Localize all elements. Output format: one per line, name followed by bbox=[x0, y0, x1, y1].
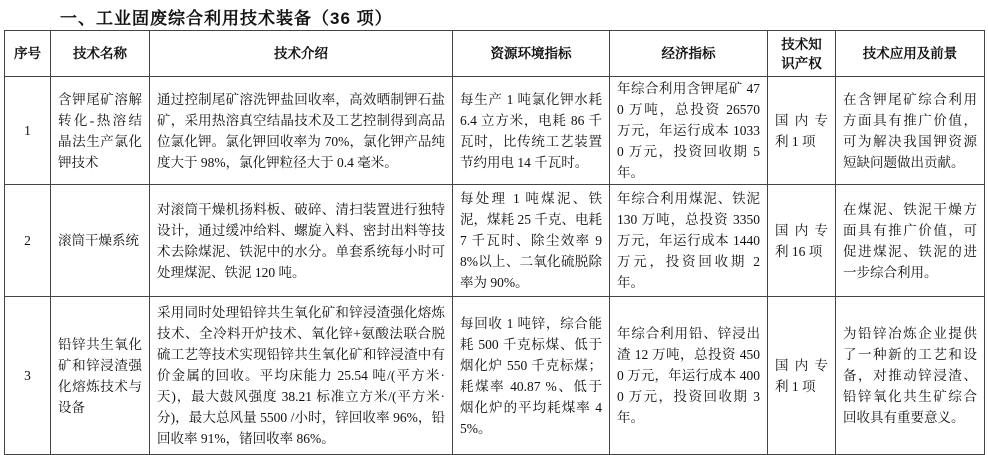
cell-ip: 国内专利 1 项 bbox=[768, 77, 836, 185]
cell-no: 1 bbox=[5, 77, 51, 185]
cell-econ: 年综合利用含钾尾矿 470 万吨，总投资 26570 万元，年运行成本 10330 万元，投资回收期 5 年。 bbox=[610, 77, 768, 185]
technology-table bbox=[4, 30, 985, 455]
cell-ip: 国内专利 1 项 bbox=[768, 297, 836, 455]
cell-prospect: 在含钾尾矿综合利用方面具有推广价值，可为解决我国钾资源短缺问题做出贡献。 bbox=[836, 77, 985, 185]
cell-intro: 采用同时处理铅锌共生氧化矿和锌浸渣强化熔炼技术、全冷料开炉技术、氧化锌+氨酸法联合脱硫工艺等技术实现铅锌共生氧化矿和锌浸渣中有价金属的回收。平均床能力 25.54 吨/(平方米·天)，最大鼓风强度 38.21 标准立方米/(平方米·分)，最大总风量 5500 /小时，锌回收率 96%，铅回收率 91%，锗回收率 86%。 bbox=[150, 297, 453, 455]
cell-env: 每处理 1 吨煤泥、铁泥，煤耗 25 千克、电耗 7 千瓦时、除尘效率 98%以上、二氧化硫脱除率为 90%。 bbox=[453, 185, 610, 297]
cell-prospect: 在煤泥、铁泥干燥方面具有推广价值，可促进煤泥、铁泥的进一步综合利用。 bbox=[836, 185, 985, 297]
header-econ: 经济指标 bbox=[610, 31, 768, 77]
header-name: 技术名称 bbox=[51, 31, 150, 77]
cell-env: 每生产 1 吨氯化钾水耗 6.4 立方米，电耗 86 千瓦时，比传统工艺装置节约用电 14 千瓦时。 bbox=[453, 77, 610, 185]
cell-econ: 年综合利用铅、锌浸出渣 12 万吨，总投资 4500 万元，年运行成本 4000 万元，投资回收期 3 年。 bbox=[610, 297, 768, 455]
cell-env: 每回收 1 吨锌，综合能耗 500 千克标煤、低于烟化炉 550 千克标煤；耗煤率 40.87 %、低于烟化炉的平均耗煤率 45%。 bbox=[453, 297, 610, 455]
header-no: 序号 bbox=[5, 31, 51, 77]
cell-econ: 年综合利用煤泥、铁泥 130 万吨，总投资 3350 万元，年运行成本 1440 万元，投资回收期 2 年。 bbox=[610, 185, 768, 297]
cell-ip: 国内专利 16 项 bbox=[768, 185, 836, 297]
cell-name: 铅锌共生氧化矿和锌浸渣强化熔炼技术与设备 bbox=[51, 297, 150, 455]
table-row bbox=[5, 77, 985, 185]
cell-no: 3 bbox=[5, 297, 51, 455]
header-env: 资源环境指标 bbox=[453, 31, 610, 77]
header-intro: 技术介绍 bbox=[150, 31, 453, 77]
cell-name: 含钾尾矿溶解转化-热溶结晶法生产氯化钾技术 bbox=[51, 77, 150, 185]
table-row bbox=[5, 297, 985, 455]
section-title: 一、工业固废综合利用技术装备（36 项） bbox=[60, 9, 393, 28]
cell-name: 滚筒干燥系统 bbox=[51, 185, 150, 297]
header-ip: 技术知识产权 bbox=[768, 31, 836, 77]
cell-intro: 对滚筒干燥机扬料板、破碎、清扫装置进行独特设计，通过缓冲给料、螺旋入料、密封出料等技术去除煤泥、铁泥中的水分。单套系统每小时可处理煤泥、铁泥 120 吨。 bbox=[150, 185, 453, 297]
table-row bbox=[5, 185, 985, 297]
cell-intro: 通过控制尾矿溶洗钾盐回收率，高效晒制钾石盐矿，采用热溶真空结晶技术及工艺控制得到高品位氯化钾。氯化钾回收率为 70%，氯化钾产品纯度大于 98%，氯化钾粒径大于 0.4 毫米。 bbox=[150, 77, 453, 185]
cell-prospect: 为铅锌冶炼企业提供了一种新的工艺和设备，对推动锌浸渣、铅锌氧化共生矿综合回收具有重要意义。 bbox=[836, 297, 985, 455]
cell-no: 2 bbox=[5, 185, 51, 297]
table-header-row bbox=[5, 31, 985, 77]
header-prospect: 技术应用及前景 bbox=[836, 31, 985, 77]
